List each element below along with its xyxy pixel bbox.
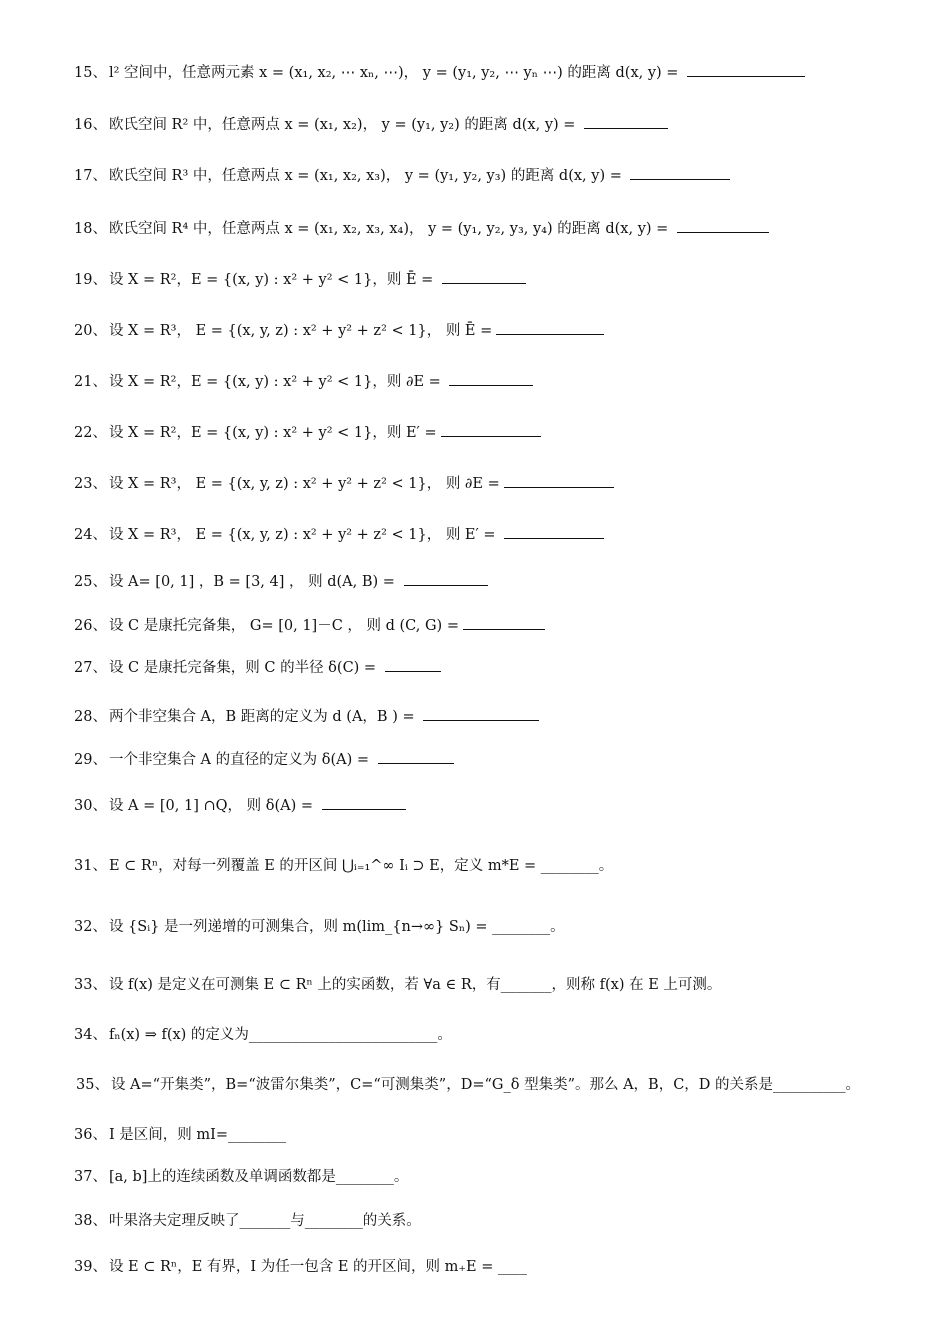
answer-blank[interactable] (504, 524, 604, 539)
question-31 (74, 855, 613, 877)
question-24 (74, 524, 604, 546)
question-text: 设 X = R³， E = {(x, y, z) : x² + y² + z² < 1}， 则 E′ = (108, 527, 501, 543)
question-number: 34、 (74, 1027, 107, 1043)
question-text: 设 {Sᵢ} 是一列递增的可测集合，则 m(lim_{n→∞} Sₙ) = ________。 (108, 919, 565, 935)
question-text: fₙ(x) ⇒ f(x) 的定义为__________________________。 (108, 1027, 452, 1043)
question-30 (74, 795, 406, 817)
answer-blank[interactable] (404, 571, 488, 586)
question-number: 21、 (74, 374, 107, 390)
question-26 (74, 615, 545, 637)
question-number: 16、 (74, 117, 107, 133)
question-text: 设 E ⊂ Rⁿ，E 有界，I 为任一包含 E 的开区间，则 m₊E = ____ (108, 1259, 528, 1275)
answer-blank[interactable] (463, 615, 545, 630)
question-27 (74, 657, 441, 679)
question-28 (74, 706, 539, 728)
question-number: 26、 (74, 618, 107, 634)
question-number: 28、 (74, 709, 107, 725)
question-text: 设 C 是康托完备集，则 C 的半径 δ(C) = (108, 660, 381, 676)
question-number: 24、 (74, 527, 107, 543)
question-19 (74, 269, 526, 291)
answer-blank[interactable] (441, 422, 541, 437)
question-33 (74, 974, 721, 996)
question-number: 27、 (74, 660, 107, 676)
question-18 (74, 218, 769, 240)
question-number: 38、 (74, 1213, 107, 1229)
question-number: 19、 (74, 272, 107, 288)
question-34 (74, 1024, 452, 1046)
question-number: 31、 (74, 858, 107, 874)
answer-blank[interactable] (677, 218, 769, 233)
question-text: 设 f(x) 是定义在可测集 E ⊂ Rⁿ 上的实函数，若 ∀a ∈ R，有_______，则称 f(x) 在 E 上可测。 (108, 977, 722, 993)
answer-blank[interactable] (442, 269, 526, 284)
answer-blank[interactable] (423, 706, 539, 721)
question-35 (76, 1074, 860, 1096)
question-number: 23、 (74, 476, 107, 492)
question-22 (74, 422, 541, 444)
answer-blank[interactable] (687, 62, 805, 77)
question-text: E ⊂ Rⁿ，对每一列覆盖 E 的开区间 ⋃ᵢ₌₁^∞ Iᵢ ⊃ E，定义 m*E = ________。 (108, 858, 614, 874)
question-text: 设 A=“开集类”，B=“波雷尔集类”，C=“可测集类”，D=“G_δ 型集类”。那么 A，B，C，D 的关系是__________。 (110, 1077, 861, 1093)
question-text: 设 X = R³， E = {(x, y, z) : x² + y² + z² < 1}， 则 ∂E = (108, 476, 500, 492)
question-text: 叶果洛夫定理反映了_______与________的关系。 (108, 1213, 421, 1229)
answer-blank[interactable] (496, 320, 604, 335)
question-25 (74, 571, 488, 593)
question-37 (74, 1166, 408, 1188)
question-23 (74, 473, 614, 495)
question-text: 设 C 是康托完备集， G= [0, 1]－C ， 则 d (C, G) = (108, 618, 459, 634)
question-16 (74, 114, 668, 136)
question-20 (74, 320, 604, 342)
question-text: I 是区间，则 mI=________ (108, 1127, 287, 1143)
question-text: 欧氏空间 R³ 中，任意两点 x = (x₁, x₂, x₃)， y = (y₁, y₂, y₃) 的距离 d(x, y) = (108, 168, 627, 184)
question-number: 22、 (74, 425, 107, 441)
question-number: 15、 (74, 65, 107, 81)
question-number: 29、 (74, 752, 107, 768)
question-number: 17、 (74, 168, 107, 184)
answer-blank[interactable] (378, 749, 454, 764)
question-36 (74, 1124, 286, 1146)
question-21 (74, 371, 533, 393)
question-text: 设 A = [0, 1] ∩Q， 则 δ(A) = (108, 798, 318, 814)
answer-blank[interactable] (584, 114, 668, 129)
answer-blank[interactable] (385, 657, 441, 672)
question-number: 35、 (76, 1077, 109, 1093)
question-number: 30、 (74, 798, 107, 814)
question-number: 36、 (74, 1127, 107, 1143)
question-17 (74, 165, 730, 187)
question-text: 两个非空集合 A，B 距离的定义为 d (A，B ) = (108, 709, 420, 725)
question-text: 欧氏空间 R⁴ 中，任意两点 x = (x₁, x₂, x₃, x₄)， y = (y₁, y₂, y₃, y₄) 的距离 d(x, y) = (108, 221, 673, 237)
question-number: 32、 (74, 919, 107, 935)
question-text: 设 X = R²，E = {(x, y) : x² + y² < 1}，则 Ē = (108, 272, 438, 288)
answer-blank[interactable] (449, 371, 533, 386)
question-text: 设 X = R²，E = {(x, y) : x² + y² < 1}，则 E′ = (108, 425, 437, 441)
question-number: 37、 (74, 1169, 107, 1185)
question-39 (74, 1256, 527, 1278)
question-number: 20、 (74, 323, 107, 339)
question-38 (74, 1210, 421, 1232)
answer-blank[interactable] (322, 795, 406, 810)
question-32 (74, 916, 565, 938)
question-number: 18、 (74, 221, 107, 237)
question-text: 设 A= [0, 1] ，B = [3, 4] ， 则 d(A, B) = (108, 574, 400, 590)
question-text: 欧氏空间 R² 中，任意两点 x = (x₁, x₂)， y = (y₁, y₂) 的距离 d(x, y) = (108, 117, 581, 133)
question-text: 设 X = R²，E = {(x, y) : x² + y² < 1}，则 ∂E = (108, 374, 446, 390)
question-number: 25、 (74, 574, 107, 590)
question-number: 33、 (74, 977, 107, 993)
question-number: 39、 (74, 1259, 107, 1275)
question-29 (74, 749, 454, 771)
question-text: 一个非空集合 A 的直径的定义为 δ(A) = (108, 752, 374, 768)
question-15 (74, 62, 805, 84)
answer-blank[interactable] (504, 473, 614, 488)
question-text: [a, b]上的连续函数及单调函数都是________。 (108, 1169, 409, 1185)
answer-blank[interactable] (630, 165, 730, 180)
question-text: l² 空间中，任意两元素 x = (x₁, x₂, ⋯ xₙ, ⋯)， y = (y₁, y₂, ⋯ yₙ ⋯) 的距离 d(x, y) = (108, 65, 684, 81)
question-text: 设 X = R³， E = {(x, y, z) : x² + y² + z² < 1}， 则 Ē = (108, 323, 493, 339)
